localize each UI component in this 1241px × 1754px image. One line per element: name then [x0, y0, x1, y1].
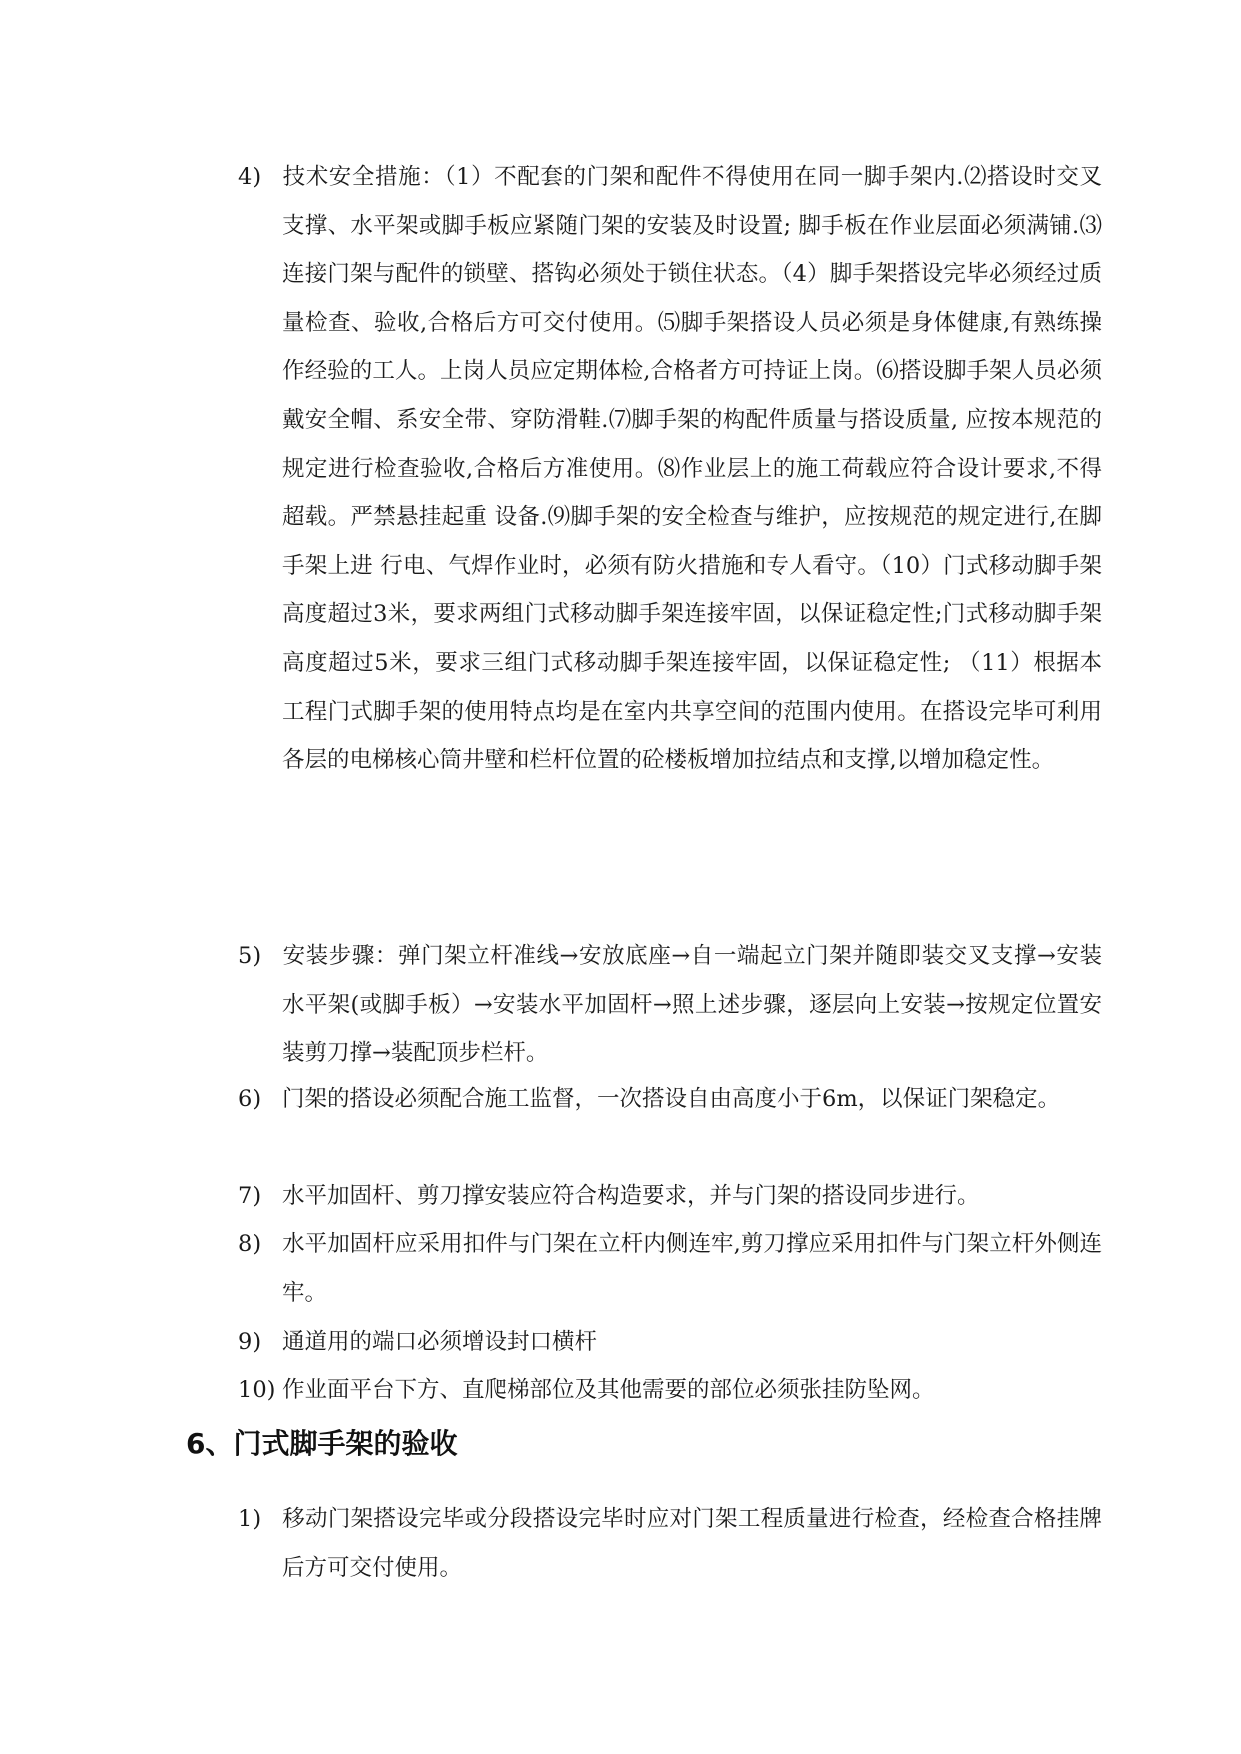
list-item [238, 1318, 1102, 1367]
list-item-number: 6) [238, 1086, 262, 1112]
list-item-text: 通道用的端口必须增设封口横杆 [282, 1329, 598, 1355]
list-item-text: 移动门架搭设完毕或分段搭设完毕时应对门架工程质量进行检查，经检查合格挂牌后方可交付使用。 [282, 1506, 1102, 1581]
list-item-number: 5) [238, 943, 262, 969]
list-item [238, 1172, 1102, 1221]
list-item [238, 932, 1102, 1078]
list-item-text: 门架的搭设必须配合施工监督，一次搭设自由高度小于6m，以保证门架稳定。 [282, 1086, 1061, 1112]
section-heading: 6、门式脚手架的验收 [186, 1427, 458, 1460]
list-item-number: 9) [238, 1329, 262, 1355]
list-item-text: 水平加固杆、剪刀撑安装应符合构造要求，并与门架的搭设同步进行。 [282, 1183, 980, 1209]
list-item-text: 水平加固杆应采用扣件与门架在立杆内侧连牢,剪刀撑应采用扣件与门架立杆外侧连牢。 [282, 1231, 1102, 1306]
list-item-number: 8) [238, 1231, 262, 1257]
list-item [238, 1366, 1102, 1415]
list-item [238, 1075, 1102, 1124]
list-item [238, 153, 1102, 785]
list-item [238, 1495, 1102, 1592]
list-item-number: 1) [238, 1506, 262, 1532]
list-item-number: 4) [238, 164, 262, 190]
list-item-number: 7) [238, 1183, 262, 1209]
list-item [238, 1220, 1102, 1317]
list-item-text: 作业面平台下方、直爬梯部位及其他需要的部位必须张挂防坠网。 [282, 1377, 935, 1403]
list-item-number: 10) [238, 1377, 276, 1403]
list-item-text: 安装步骤：弹门架立杆准线→安放底座→自一端起立门架并随即装交叉支撑→安装水平架(或脚手板）→安装水平加固杆→照上述步骤，逐层向上安装→按规定位置安装剪刀撑→装配顶步栏杆。 [282, 943, 1102, 1067]
list-item-text: 技术安全措施：（1）不配套的门架和配件不得使用在同一脚手架内.⑵搭设时交叉支撑、水平架或脚手板应紧随门架的安装及时设置; 脚手板在作业层面必须满铺.⑶连接门架与配件的锁壁、搭钩必须处于锁住状态。（4）脚手架搭设完毕必须经过质量检查、验收,合格后方可交付使用。⑸脚手架搭设人员必须是身体健康,有熟练操作经验的工人。上岗人员应定期体检,合格者方可持证上岗。⑹搭设脚手架人员必须戴安全帽、系安全带、穿防滑鞋.⑺脚手架的构配件质量与搭设质量, 应按本规范的规定进行检查验收,合格后方准使用。⑻作业层上的施工荷载应符合设计要求,不得超载。严禁悬挂起重 设备.⑼脚手架的安全检查与维护，应按规范的规定进行,在脚手架上进 行电、气焊作业时，必须有防火措施和专人看守。（10）门式移动脚手架高度超过3米，要求两组门式移动脚手架连接牢固，以保证稳定性;门式移动脚手架高度超过5米，要求三组门式移动脚手架连接牢固，以保证稳定性; （11）根据本工程门式脚手架的使用特点均是在室内共享空间的范围内使用。在搭设完毕可利用各层的电梯核心筒井壁和栏杆位置的砼楼板增加拉结点和支撑,以增加稳定性。 [282, 164, 1102, 774]
